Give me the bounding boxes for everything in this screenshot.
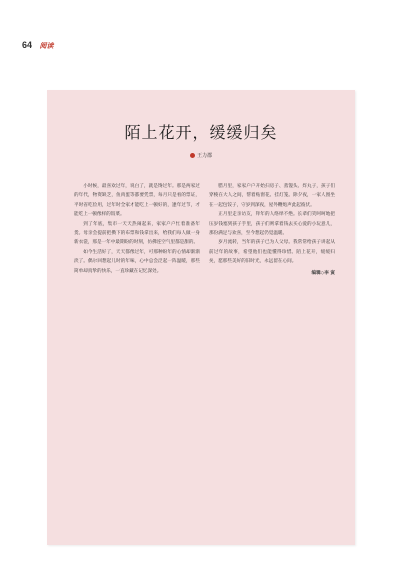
author-line [47,152,355,159]
article-title: 陌上花开，缓缓归矣 [124,123,278,142]
column-name: 阅读 [39,43,54,50]
article-panel [47,90,355,545]
page-header [22,40,54,51]
page-number: 64 [22,40,33,50]
article-column-left [74,182,200,276]
paragraph: 如今生活好了，天天都像过年，可那种盼年的心情却渐渐淡了。偶尔回想起儿时的年味，心中总会泛起一阵温暖，那些简单却真挚的快乐，一直珍藏在记忆深处。 [74,249,200,274]
author-marker-icon [190,153,195,158]
paragraph: 正月里走亲访友，拜年的人络绎不绝。长辈们笑呵呵地把压岁钱塞到孩子手里，孩子们则拿着钱去买心爱的小玩意儿，那份满足与欢喜，至今想起仍觉温暖。 [209,212,335,237]
article-column-right [209,182,335,278]
paragraph: 小时候，最喜欢过年，说白了，就是馋过年。那是两家过的年代，物资缺乏，鱼肉蛋等都要凭票，每月只是看的票证，平时省吃俭用，过年时全家才能吃上一顿好的，逢年过节，才能吃上一顿像样的饭菜。 [74,184,200,218]
paragraph: 到了年底，集市一天天热闹起来，家家户户忙着准备年货。母亲会提前把攒下的布票和钱拿出来，给我们每人做一身新衣裳，那是一年中最期盼的时刻，仿佛连空气里都是甜的。 [74,221,200,246]
paragraph: 腊月里，家家户户开始扫房子、蒸馒头、炸丸子，孩子们穿梭在大人之间，帮着贴窗花、挂灯笼。除夕夜，一家人围坐在一起包饺子，守岁到深夜，屋外鞭炮声此起彼伏。 [209,184,335,208]
editor-credit: 编辑◇李 寅 [311,270,335,276]
paragraph: 岁月流转，当年的孩子已为人父母。我常常给孩子讲起从前过年的故事，希望他们也能懂得珍惜。陌上花开，缓缓归矣，愿那些美好的旧时光，永远留在心间。 [209,240,335,265]
author-name: 王力郡 [196,153,212,159]
